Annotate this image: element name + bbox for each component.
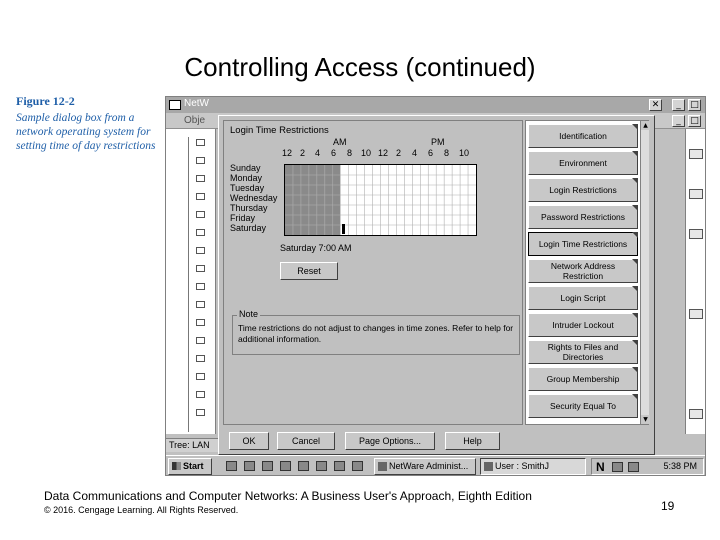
user-icon: [484, 462, 493, 471]
tree-node-icon: [689, 149, 703, 159]
tree-node-icon: [689, 409, 703, 419]
volume-tray-icon[interactable]: [628, 462, 639, 472]
page-fold-icon: [632, 178, 638, 184]
tree-node[interactable]: [196, 319, 205, 326]
tab-intruder-lockout[interactable]: [528, 313, 638, 337]
quick-launch-icon[interactable]: [226, 461, 237, 471]
task-label: NetWare Administ...: [389, 461, 469, 471]
hour-label: 2: [396, 148, 402, 158]
tab-label: Login Time Restrictions: [538, 239, 628, 249]
screenshot: [165, 96, 706, 476]
tab-login-script[interactable]: [528, 286, 638, 310]
day-label: Wednesday: [230, 193, 278, 203]
quick-launch-icon[interactable]: [262, 461, 273, 471]
day-label: Saturday: [230, 223, 267, 233]
login-time-panel: [223, 120, 523, 425]
main-window-title: NetW: [184, 98, 209, 109]
page-fold-icon: [632, 340, 638, 346]
hour-label: 4: [315, 148, 321, 158]
panel-title: Login Time Restrictions: [230, 125, 329, 136]
tab-group-membership[interactable]: [528, 367, 638, 391]
start-label: Start: [183, 461, 204, 471]
slide-title: Controlling Access (continued): [184, 52, 536, 82]
netware-tray-icon[interactable]: N: [596, 460, 605, 474]
hour-label: 8: [444, 148, 450, 158]
cancel-button[interactable]: Cancel: [277, 432, 335, 450]
tree-node[interactable]: [196, 157, 205, 164]
reset-button[interactable]: Reset: [280, 262, 338, 280]
hour-label: 12: [282, 148, 293, 158]
tree-node[interactable]: [196, 175, 205, 182]
child-window-title: Obje: [184, 115, 206, 126]
page-options-button[interactable]: Page Options...: [345, 432, 435, 450]
grid-lines: [285, 165, 476, 235]
page-fold-icon: [632, 367, 638, 373]
tree-node[interactable]: [196, 355, 205, 362]
selected-slot-label: Saturday 7:00 AM: [280, 243, 352, 253]
hour-label: 6: [428, 148, 434, 158]
hour-label: 10: [361, 148, 372, 158]
tab-label: Group Membership: [546, 374, 620, 384]
tree-node[interactable]: [196, 337, 205, 344]
selected-cell: [342, 224, 345, 234]
hour-label: 10: [459, 148, 470, 158]
tree-node-icon: [689, 229, 703, 239]
tree-stem: [188, 137, 189, 432]
tree-node[interactable]: [196, 265, 205, 272]
clock: 5:38 PM: [663, 461, 697, 471]
footer-book-title: Data Communications and Computer Networks: A Business User's Approach, Eighth Edition: [44, 489, 532, 503]
tab-password-restrictions[interactable]: [528, 205, 638, 229]
tab-network-address-restriction[interactable]: [528, 259, 638, 283]
hour-label: 8: [347, 148, 353, 158]
note-box: [232, 309, 520, 355]
task-label: User : SmithJ: [495, 461, 550, 471]
main-window-titlebar: [166, 97, 706, 113]
system-tray: [591, 458, 704, 475]
quick-launch-icon[interactable]: [298, 461, 309, 471]
scroll-down-icon[interactable]: ▼: [641, 415, 650, 424]
tree-node[interactable]: [196, 373, 205, 380]
note-text: Time restrictions do not adjust to changes in time zones. Refer to help for additional information.: [238, 323, 514, 344]
page-fold-icon: [632, 151, 638, 157]
tree-node[interactable]: [196, 139, 205, 146]
tree-node[interactable]: [196, 229, 205, 236]
tab-label: Login Script: [560, 293, 606, 303]
tree-node-icon: [689, 309, 703, 319]
page-fold-icon: [632, 286, 638, 292]
page-fold-icon: [632, 124, 638, 130]
hour-label: 12: [378, 148, 389, 158]
time-restriction-grid[interactable]: [284, 164, 477, 236]
tree-node[interactable]: [196, 283, 205, 290]
footer-copyright: © 2016. Cengage Learning. All Rights Reserved.: [44, 505, 239, 515]
quick-launch-icon[interactable]: [316, 461, 327, 471]
netware-icon: [378, 462, 387, 471]
taskbar-item-netware-admin[interactable]: [374, 458, 476, 475]
tab-environment[interactable]: [528, 151, 638, 175]
page-number: 19: [661, 499, 675, 513]
windows-logo-icon: [172, 462, 181, 470]
scroll-up-icon[interactable]: ▲: [641, 121, 650, 130]
tab-label: Identification: [559, 131, 607, 141]
quick-launch-icon[interactable]: [352, 461, 363, 471]
tab-label: Login Restrictions: [549, 185, 617, 195]
tab-label: Rights to Files and Directories: [547, 342, 619, 362]
tab-identification[interactable]: [528, 124, 638, 148]
quick-launch-icon[interactable]: [280, 461, 291, 471]
quick-launch-icon[interactable]: [244, 461, 255, 471]
day-label: Tuesday: [230, 183, 265, 193]
tab-label: Environment: [559, 158, 607, 168]
property-page-list: [525, 120, 649, 425]
tree-node[interactable]: [196, 301, 205, 308]
figure-label: Figure 12-2: [16, 94, 75, 108]
taskbar-item-user[interactable]: [480, 458, 586, 475]
page-fold-icon: [632, 394, 638, 400]
child-minimize-button[interactable]: _: [672, 115, 685, 127]
hour-label: 6: [331, 148, 337, 158]
user-details-dialog: [218, 115, 655, 455]
tree-node-icon: [689, 189, 703, 199]
tree-node[interactable]: [196, 391, 205, 398]
hour-label: 4: [412, 148, 418, 158]
quick-launch-icon[interactable]: [334, 461, 345, 471]
tree-node[interactable]: [196, 193, 205, 200]
figure-caption: [16, 94, 156, 153]
start-button[interactable]: [168, 458, 212, 475]
tab-login-restrictions[interactable]: [528, 178, 638, 202]
tab-label: Security Equal To: [550, 401, 616, 411]
note-title: Note: [239, 309, 259, 319]
tab-label: Intruder Lockout: [552, 320, 614, 330]
object-tree[interactable]: [166, 129, 216, 434]
minimize-button[interactable]: _: [672, 99, 685, 111]
tab-label: Network Address Restriction: [550, 261, 616, 281]
tree-node[interactable]: [196, 409, 205, 416]
tab-security-equal-to[interactable]: [528, 394, 638, 418]
day-label: Monday: [230, 173, 263, 183]
tab-list-scrollbar[interactable]: [640, 121, 649, 424]
tab-login-time-restrictions[interactable]: [528, 232, 638, 256]
taskbar: [166, 455, 706, 476]
tree-node[interactable]: [196, 211, 205, 218]
am-label: AM: [333, 137, 347, 147]
ok-button[interactable]: OK: [229, 432, 269, 450]
day-label: Sunday: [230, 163, 261, 173]
pm-label: PM: [431, 137, 445, 147]
tree-status: Tree: LAN: [166, 438, 218, 452]
main-scrollbar[interactable]: [685, 129, 705, 434]
tab-rights-to-files[interactable]: [528, 340, 638, 364]
child-maximize-button[interactable]: □: [688, 115, 701, 127]
app-icon: [169, 100, 181, 110]
page-fold-icon: [632, 232, 638, 238]
day-label: Thursday: [230, 203, 268, 213]
close-button[interactable]: ✕: [649, 99, 662, 111]
help-button[interactable]: Help: [445, 432, 500, 450]
page-fold-icon: [632, 205, 638, 211]
day-label: Friday: [230, 213, 256, 223]
tree-node[interactable]: [196, 247, 205, 254]
page-fold-icon: [632, 313, 638, 319]
tab-label: Password Restrictions: [540, 212, 626, 222]
figure-caption-text: Sample dialog box from a network operating system for setting time of day restrictions: [16, 112, 156, 152]
page-fold-icon: [632, 259, 638, 265]
hour-label: 2: [300, 148, 306, 158]
maximize-button[interactable]: □: [688, 99, 701, 111]
network-tray-icon[interactable]: [612, 462, 623, 472]
